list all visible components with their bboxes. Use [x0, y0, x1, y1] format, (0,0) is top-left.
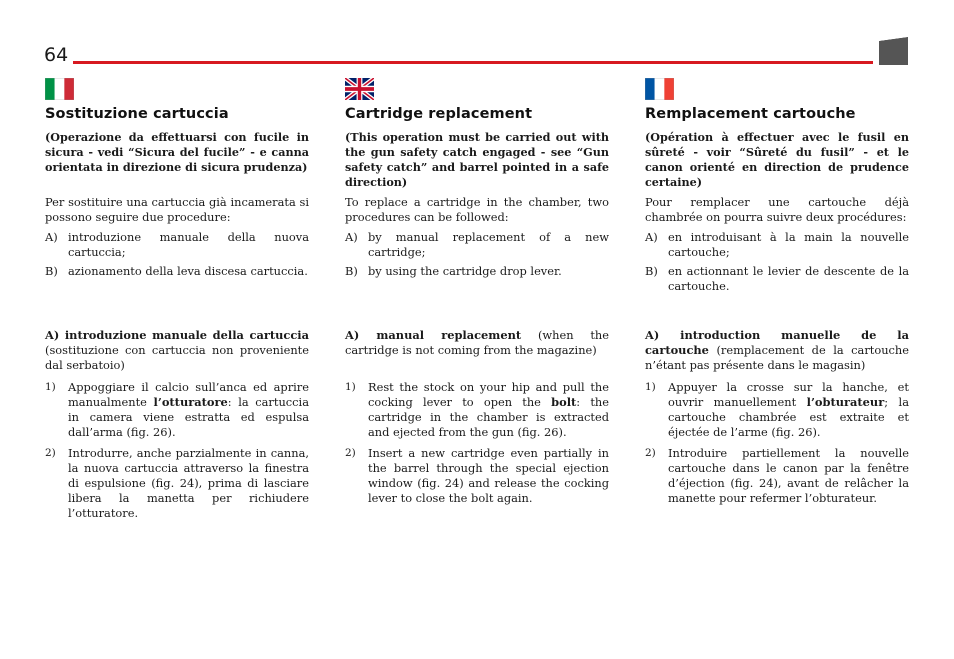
- italy-flag-icon: [45, 78, 74, 100]
- safety-note: (Operazione da effettuarsi con fucile in sicura - vedi “Sicura del fucile” - e canna orientata in direzione di sicura prudenza): [45, 130, 309, 174]
- step-item: 1) Appoggiare il calcio sull’anca ed aprire manualmente l’otturatore: la cartuccia in camera viene estratta ed espulsa dall’arma (fig. 26).: [45, 380, 309, 439]
- step-item: 2) Insert a new cartridge even partially in the barrel through the special ejection window (fig. 24) and release the cocking lever to close the bolt again.: [345, 446, 609, 505]
- list-item: B) by using the cartridge drop lever.: [345, 264, 562, 278]
- corner-tab: [879, 37, 908, 65]
- header-rule: [73, 61, 873, 64]
- france-flag-icon: [645, 78, 674, 100]
- list-item: A) introduzione manuale della nuova cartuccia;: [45, 230, 309, 259]
- procedure-heading: A) manual replacement (when the cartridge is not coming from the magazine): [345, 328, 609, 357]
- procedure-heading: A) introduzione manuale della cartuccia (sostituzione con cartuccia non proveniente dal serbatoio): [45, 328, 309, 372]
- column-french: [645, 78, 909, 505]
- step-item: 1) Appuyer la crosse sur la hanche, et ouvrir manuellement l’obturateur; la cartouche chambrée est extraite et éjectée de l’arme (fig. 26).: [645, 380, 909, 439]
- uk-flag-icon: [345, 78, 374, 100]
- intro-text: Pour remplacer une cartouche déjà chambrée on pourra suivre deux procédures:: [645, 195, 909, 224]
- safety-note: (Opération à effectuer avec le fusil en sûreté - voir “Sûreté du fusil” - et le canon orienté en direction de prudence certaine): [645, 130, 909, 189]
- column-english: [345, 78, 609, 505]
- list-item: A) by manual replacement of a new cartridge;: [345, 230, 609, 259]
- list-item: B) en actionnant le levier de descente de la cartouche.: [645, 264, 909, 293]
- intro-text: To replace a cartridge in the chamber, two procedures can be followed:: [345, 195, 609, 224]
- list-item: B) azionamento della leva discesa cartuccia.: [45, 264, 308, 278]
- step-item: 2) Introduire partiellement la nouvelle cartouche dans le canon par la fenêtre d’éjection (fig. 24), avant de relâcher la manette pour refermer l’obturateur.: [645, 446, 909, 505]
- safety-note: (This operation must be carried out with the gun safety catch engaged - see “Gun safety catch” and barrel pointed in a safe direction): [345, 130, 609, 189]
- section-title: Cartridge replacement: [345, 106, 533, 122]
- section-title: Sostituzione cartuccia: [45, 106, 229, 122]
- step-item: 1) Rest the stock on your hip and pull the cocking lever to open the bolt: the cartridge in the chamber is extracted and ejected from the gun (fig. 26).: [345, 380, 609, 439]
- section-title: Remplacement cartouche: [645, 106, 856, 122]
- step-item: 2) Introdurre, anche parzialmente in canna, la nuova cartuccia attraverso la finestra di espulsione (fig. 24), prima di lasciare libera la manetta per richiudere l’otturatore.: [45, 446, 309, 520]
- page-number: 64: [44, 44, 69, 66]
- procedure-heading: A) introduction manuelle de la cartouche (remplacement de la cartouche n’étant pas présente dans le magasin): [645, 328, 909, 372]
- list-item: A) en introduisant à la main la nouvelle cartouche;: [645, 230, 909, 259]
- column-italian: [45, 78, 309, 520]
- intro-text: Per sostituire una cartuccia già incamerata si possono seguire due procedure:: [45, 195, 309, 224]
